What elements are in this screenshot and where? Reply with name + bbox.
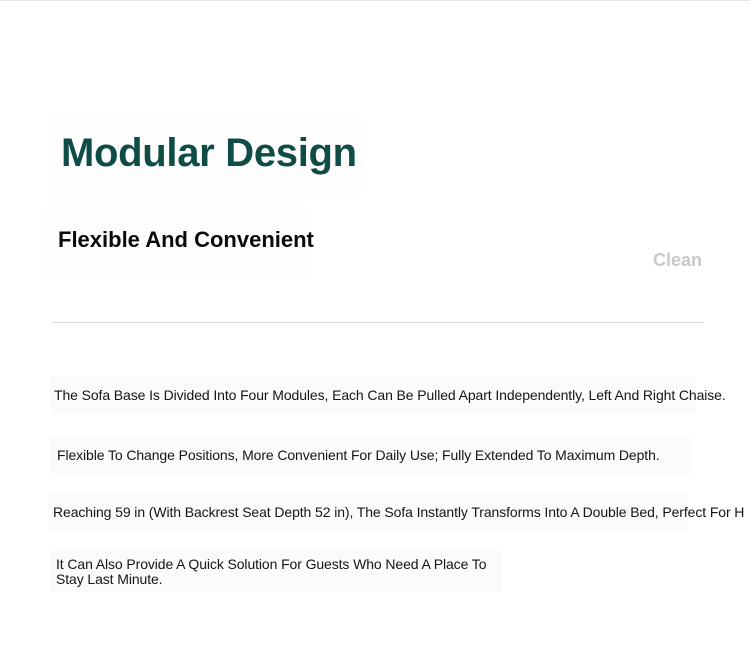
feature-paragraph: It Can Also Provide A Quick Solution For Guests Who Need A Place To Stay Last Minute. xyxy=(56,556,487,587)
page-title: Modular Design xyxy=(61,131,357,175)
feature-paragraph: The Sofa Base Is Divided Into Four Modules, Each Can Be Pulled Apart Independently, Left And Right Chaise. xyxy=(54,387,726,403)
top-border xyxy=(0,0,750,1)
feature-paragraph: Reaching 59 in (With Backrest Seat Depth 52 in), The Sofa Instantly Transforms Into A Double Bed, Perfect For H xyxy=(53,504,745,520)
section-subtitle: Flexible And Convenient xyxy=(58,227,314,252)
section-divider xyxy=(53,322,703,323)
category-tag: Clean xyxy=(652,250,702,270)
feature-paragraph: Flexible To Change Positions, More Convenient For Daily Use; Fully Extended To Maximum Depth. xyxy=(57,447,660,463)
